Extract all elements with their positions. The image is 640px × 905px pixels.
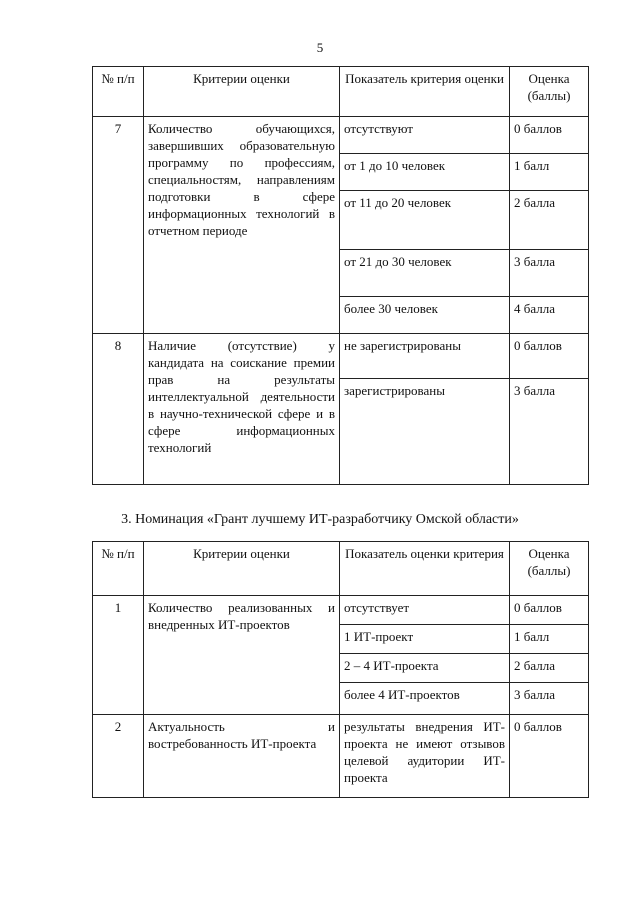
header-indicator: Показатель оценки критерия bbox=[340, 542, 510, 596]
criterion-text: Актуальность и востребованность ИТ-проекта bbox=[144, 715, 340, 798]
indicator-label: от 21 до 30 человек bbox=[340, 250, 509, 297]
score-value: 0 баллов bbox=[510, 117, 588, 154]
score-value: 1 балл bbox=[510, 625, 588, 654]
header-number: № п/п bbox=[93, 542, 144, 596]
score-value: 1 балл bbox=[510, 154, 588, 191]
score-value: 3 балла bbox=[514, 383, 555, 398]
header-score: Оценка (баллы) bbox=[510, 67, 589, 117]
row-number: 7 bbox=[93, 117, 144, 334]
row-number: 2 bbox=[93, 715, 144, 798]
header-score: Оценка (баллы) bbox=[510, 542, 589, 596]
indicator-label: отсутствует bbox=[340, 596, 509, 625]
indicator-label: отсутствуют bbox=[340, 117, 509, 154]
indicator-label: результаты внедрения ИТ-проекта не имеют отзывов целевой аудитории ИТ-проекта bbox=[340, 715, 510, 798]
score-value: 2 балла bbox=[510, 191, 588, 250]
row-number: 1 bbox=[93, 596, 144, 715]
score-value: 3 балла bbox=[510, 250, 588, 297]
indicator-label: зарегистрированы bbox=[344, 383, 445, 398]
indicator-list bbox=[340, 596, 510, 715]
indicator-list bbox=[340, 334, 510, 485]
header-indicator: Показатель критерия оценки bbox=[340, 67, 510, 117]
score-value: 0 баллов bbox=[510, 334, 588, 379]
header-number: № п/п bbox=[93, 67, 144, 117]
criterion-text: Количество обучающихся, завершивших образовательную программу по профессиям, специальностям, направлениям подготовки в сфере информационных технологий в отчетном периоде bbox=[144, 117, 340, 334]
indicator-list bbox=[340, 117, 510, 334]
indicator-label: 2 – 4 ИТ-проекта bbox=[340, 654, 509, 683]
header-criterion: Критерии оценки bbox=[144, 67, 340, 117]
indicator-label: не зарегистрированы bbox=[340, 334, 509, 379]
table-row bbox=[93, 334, 589, 485]
table-header-row bbox=[93, 67, 589, 117]
score-list bbox=[510, 334, 589, 485]
criterion-text: Наличие (отсутствие) у кандидата на соискание премии прав на результаты интеллектуальной деятельности в научно-технической сфере и в сфере информационных технологий bbox=[144, 334, 340, 485]
criteria-table-2 bbox=[92, 541, 589, 798]
row-number: 8 bbox=[93, 334, 144, 485]
criterion-text: Количество реализованных и внедренных ИТ-проектов bbox=[144, 596, 340, 715]
indicator-label: более 30 человек bbox=[344, 301, 438, 316]
header-criterion: Критерии оценки bbox=[144, 542, 340, 596]
indicator-label: от 11 до 20 человек bbox=[340, 191, 509, 250]
table-header-row bbox=[93, 542, 589, 596]
section-heading: 3. Номинация «Грант лучшему ИТ-разработчику Омской области» bbox=[121, 512, 519, 527]
score-list bbox=[510, 596, 589, 715]
score-list bbox=[510, 117, 589, 334]
score-value: 2 балла bbox=[510, 654, 588, 683]
score-value: 3 балла bbox=[514, 687, 555, 702]
criteria-table-1 bbox=[92, 66, 589, 485]
indicator-label: более 4 ИТ-проектов bbox=[344, 687, 460, 702]
table-row bbox=[93, 117, 589, 334]
score-value: 0 баллов bbox=[510, 596, 588, 625]
score-value: 0 баллов bbox=[510, 715, 589, 798]
table-row bbox=[93, 715, 589, 798]
table-row bbox=[93, 596, 589, 715]
indicator-label: от 1 до 10 человек bbox=[340, 154, 509, 191]
indicator-label: 1 ИТ-проект bbox=[340, 625, 509, 654]
page-number: 5 bbox=[316, 40, 324, 55]
score-value: 4 балла bbox=[514, 301, 555, 316]
